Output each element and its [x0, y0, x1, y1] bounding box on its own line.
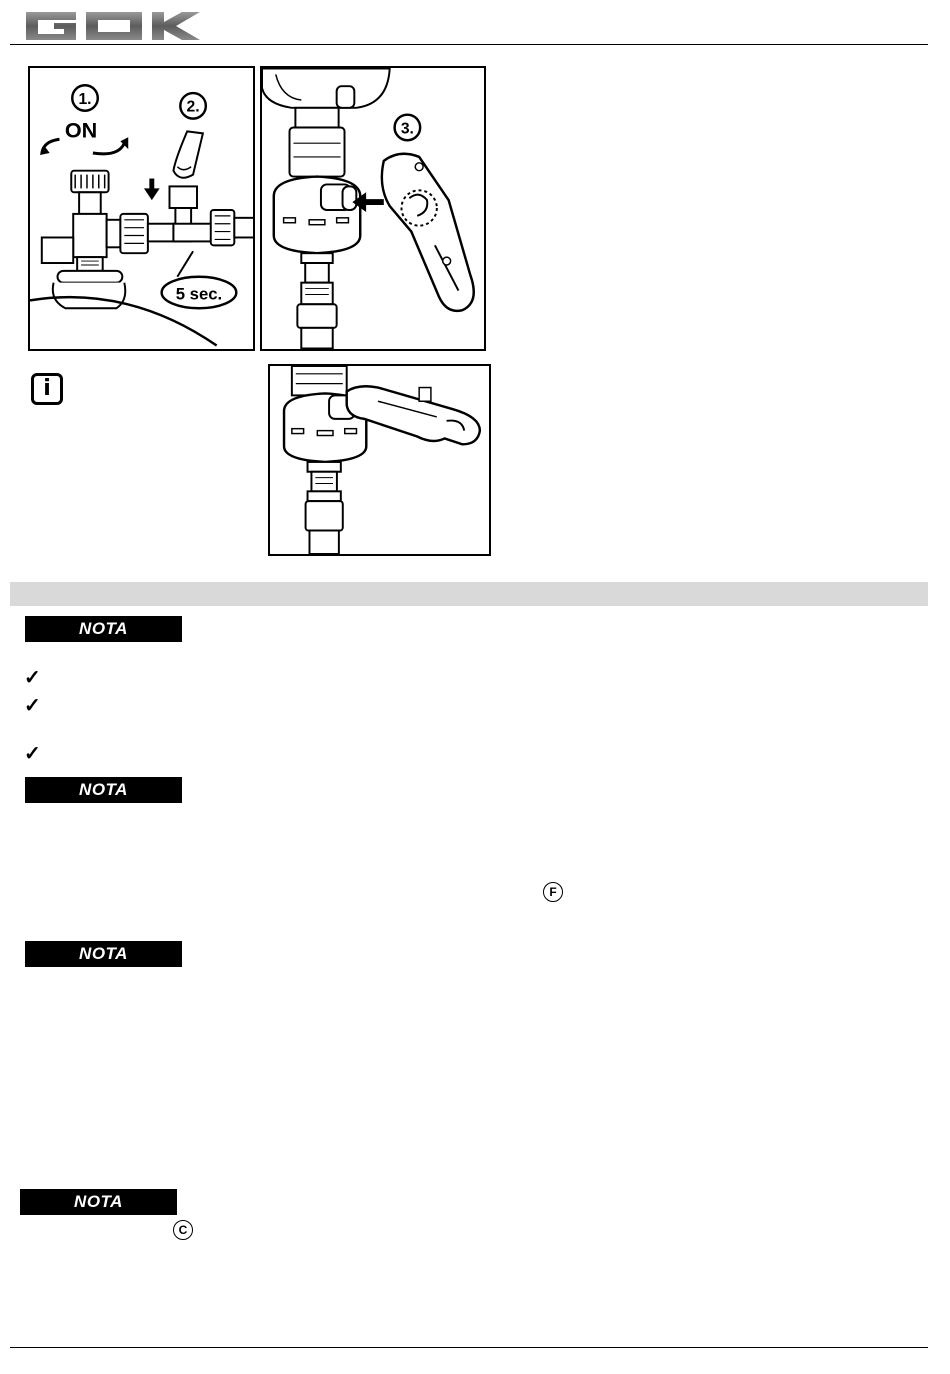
logo [24, 8, 204, 44]
nota-badge-3: NOTA [25, 941, 182, 967]
step-3-label: 3. [400, 120, 414, 138]
regulator-illustration [262, 68, 484, 349]
footer-rule [10, 1347, 928, 1348]
header-rule [10, 44, 928, 45]
wrench-attached-illustration [270, 366, 489, 554]
info-icon [31, 373, 63, 405]
nota-badge-2: NOTA [25, 777, 182, 803]
nota-badge-4: NOTA [20, 1189, 177, 1215]
info-icon-glyph: i [43, 376, 51, 401]
section-header-bar [10, 582, 928, 606]
checkmark-icon: ✓ [24, 695, 41, 717]
figure-wrench-attached [268, 364, 491, 556]
step-1-label: 1. [78, 90, 92, 108]
step-2-duration: 5 sec. [175, 284, 223, 304]
figure-valve-purge [28, 66, 255, 351]
step-1-rotation: ON [64, 117, 98, 143]
checkmark-icon: ✓ [24, 743, 41, 765]
logo-graphic [24, 8, 204, 44]
figure-regulator-wrench [260, 66, 486, 351]
step-2-label: 2. [186, 98, 200, 116]
valve-illustration [30, 68, 253, 349]
checkmark-icon: ✓ [24, 667, 41, 689]
marker-f-icon: F [543, 882, 563, 902]
marker-c-icon: C [173, 1220, 193, 1240]
nota-badge-1: NOTA [25, 616, 182, 642]
